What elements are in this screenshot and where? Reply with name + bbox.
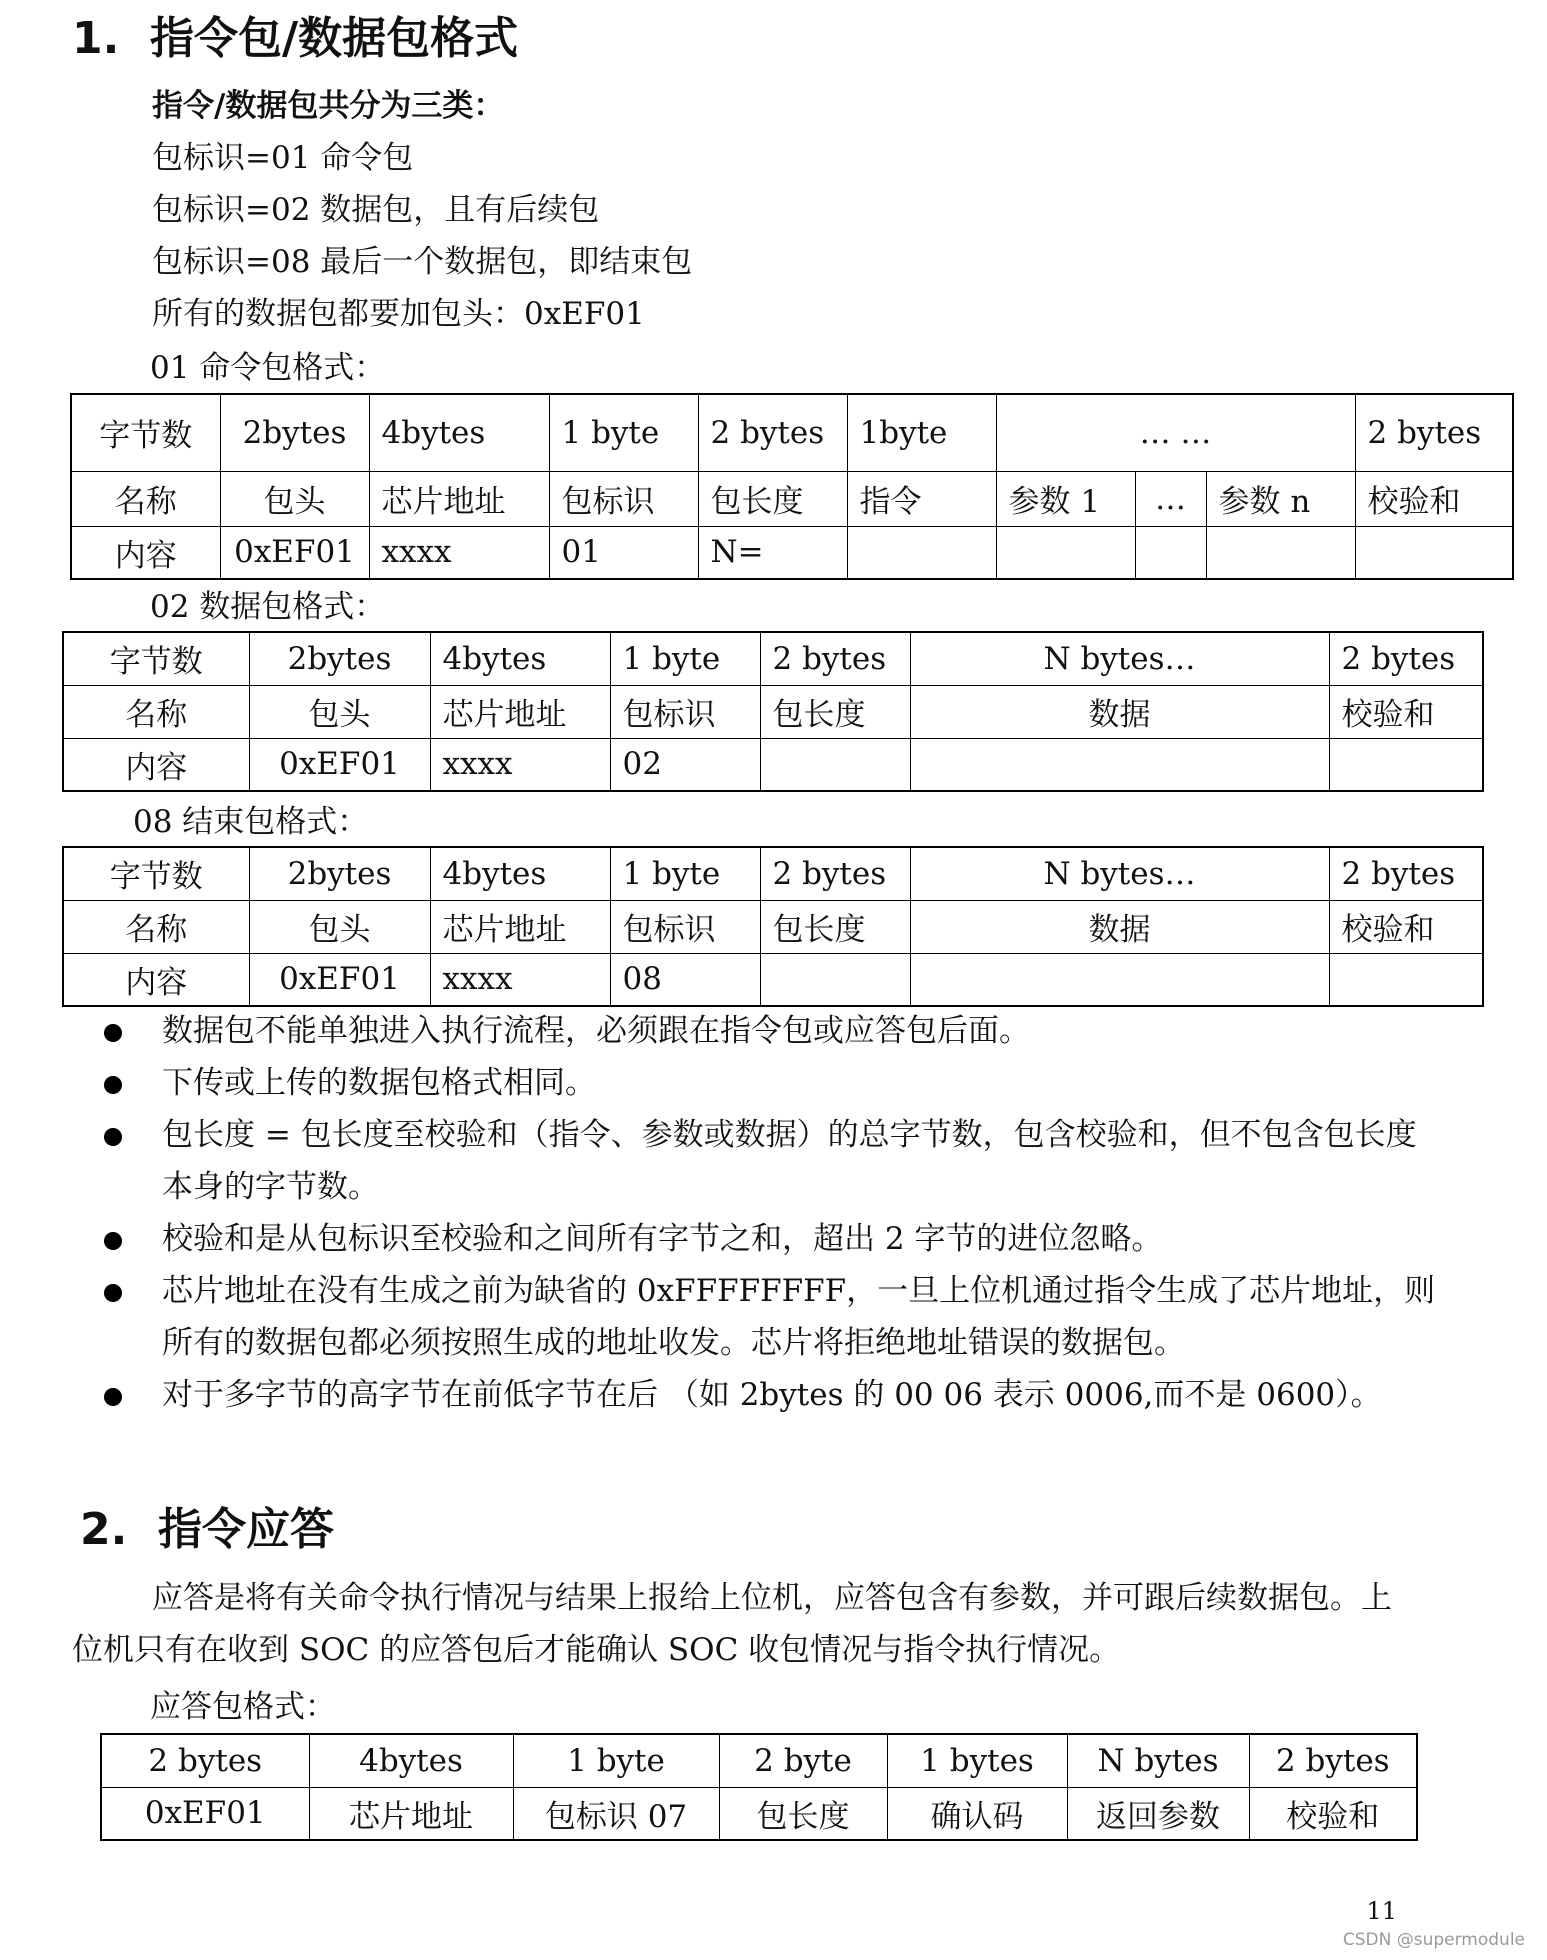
table-cell: 2 bytes <box>1329 632 1483 685</box>
notes-bullet-list <box>96 1005 1436 1421</box>
table-cell: N= <box>698 526 847 579</box>
resp-table-caption: 应答包格式： <box>150 1689 336 1725</box>
list-item <box>96 1005 1436 1057</box>
table-cell: 校验和 <box>1329 900 1483 953</box>
table-row <box>63 953 1483 1006</box>
table-row <box>63 900 1483 953</box>
data-table-caption: 02 数据包格式： <box>150 589 386 625</box>
table-cell: 包长度 <box>760 685 910 738</box>
intro-line: 包标识=08 最后一个数据包，即结束包 <box>152 244 693 280</box>
table-cell: 校验和 <box>1329 685 1483 738</box>
table-cell: 2 bytes <box>698 394 847 471</box>
table-cell: 包头 <box>249 685 430 738</box>
table-cell <box>1206 526 1355 579</box>
bullet-icon <box>104 1284 122 1302</box>
table-cell: 校验和 <box>1249 1787 1417 1840</box>
table-cell: xxxx <box>430 953 610 1006</box>
table-cell: 0xEF01 <box>220 526 369 579</box>
list-item-text: 下传或上传的数据包格式相同。 <box>162 1065 596 1101</box>
table-cell: … … <box>996 394 1355 471</box>
list-item-text: 校验和是从包标识至校验和之间所有字节之和，超出 2 字节的进位忽略。 <box>162 1221 1163 1257</box>
table-cell: 4bytes <box>309 1734 513 1787</box>
section-2-heading <box>80 1493 334 1557</box>
table-cell: 芯片地址 <box>369 471 549 526</box>
table-cell <box>760 738 910 791</box>
table-cell: 包长度 <box>760 900 910 953</box>
row-label: 名称 <box>71 471 220 526</box>
table-cell: 2 byte <box>719 1734 887 1787</box>
table-cell: 4bytes <box>369 394 549 471</box>
section-1-title: 指令包/数据包格式 <box>150 13 519 64</box>
table-cell: 参数 1 <box>996 471 1135 526</box>
table-row <box>101 1787 1417 1840</box>
table-cell: xxxx <box>369 526 549 579</box>
table-cell <box>1135 526 1206 579</box>
table-cell: 确认码 <box>887 1787 1067 1840</box>
table-cell: … <box>1135 471 1206 526</box>
list-item <box>96 1213 1436 1265</box>
table-row <box>71 471 1513 526</box>
watermark: CSDN @supermodule <box>1342 1930 1525 1950</box>
table-cell: 1 byte <box>513 1734 719 1787</box>
table-cell: 4bytes <box>430 632 610 685</box>
table-cell: 2 bytes <box>1249 1734 1417 1787</box>
row-label: 字节数 <box>63 632 249 685</box>
table-cell: 包头 <box>220 471 369 526</box>
table-cell: 包长度 <box>719 1787 887 1840</box>
table-cell: 参数 n <box>1206 471 1355 526</box>
table-cell: 1 byte <box>610 632 760 685</box>
intro-line: 所有的数据包都要加包头：0xEF01 <box>152 296 645 332</box>
list-item-text: 芯片地址在没有生成之前为缺省的 0xFFFFFFFF，一旦上位机通过指令生成了芯片地址，则所有的数据包都必须按照生成的地址收发。芯片将拒绝地址错误的数据包。 <box>162 1273 1436 1361</box>
table-cell: 包标识 <box>549 471 698 526</box>
section-2-title: 指令应答 <box>158 1504 334 1555</box>
table-cell: 0xEF01 <box>249 953 430 1006</box>
table-cell: 校验和 <box>1355 471 1513 526</box>
paragraph-text: 应答是将有关命令执行情况与结果上报给上位机，应答包含有参数，并可跟后续数据包。上位机只有在收到 SOC 的应答包后才能确认 SOC 收包情况与指令执行情况。 <box>72 1580 1392 1668</box>
page-number: 11 <box>1366 1897 1397 1925</box>
bullet-icon <box>104 1128 122 1146</box>
table-row <box>101 1734 1417 1787</box>
table-cell: 指令 <box>847 471 996 526</box>
table-row <box>71 526 1513 579</box>
table-cell: 0xEF01 <box>101 1787 309 1840</box>
table-cell: 包标识 <box>610 685 760 738</box>
end-packet-table <box>62 846 1484 1007</box>
row-label: 名称 <box>63 900 249 953</box>
table-cell: 08 <box>610 953 760 1006</box>
list-item <box>96 1109 1436 1213</box>
list-item <box>96 1057 1436 1109</box>
table-cell: 1byte <box>847 394 996 471</box>
table-cell: xxxx <box>430 738 610 791</box>
table-cell: 芯片地址 <box>430 685 610 738</box>
table-cell: 1 byte <box>610 847 760 900</box>
table-cell: N bytes… <box>910 847 1329 900</box>
row-label: 内容 <box>71 526 220 579</box>
table-cell: N bytes <box>1067 1734 1249 1787</box>
section-2-number: 2. <box>80 1504 128 1555</box>
row-label: 内容 <box>63 953 249 1006</box>
list-item <box>96 1369 1436 1421</box>
table-cell <box>760 953 910 1006</box>
list-item-text: 包长度 = 包长度至校验和（指令、参数或数据）的总字节数，包含校验和，但不包含包长度本身的字节数。 <box>162 1117 1417 1205</box>
table-cell: 包标识 <box>610 900 760 953</box>
table-cell: 2 bytes <box>1329 847 1483 900</box>
table-cell: 2bytes <box>249 847 430 900</box>
bullet-icon <box>104 1232 122 1250</box>
response-paragraph <box>72 1572 1412 1676</box>
table-cell: 1 bytes <box>887 1734 1067 1787</box>
table-cell: 2 bytes <box>760 632 910 685</box>
table-cell <box>910 953 1329 1006</box>
section-1-number: 1. <box>72 13 120 64</box>
table-cell: 返回参数 <box>1067 1787 1249 1840</box>
table-cell: 数据 <box>910 685 1329 738</box>
response-packet-table <box>100 1733 1418 1841</box>
table-cell: 2 bytes <box>1355 394 1513 471</box>
list-item <box>96 1265 1436 1369</box>
cmd-table-caption: 01 命令包格式： <box>150 350 386 386</box>
table-cell: 芯片地址 <box>309 1787 513 1840</box>
data-packet-table <box>62 631 1484 792</box>
table-row <box>63 685 1483 738</box>
table-cell: 包头 <box>249 900 430 953</box>
table-cell: 包长度 <box>698 471 847 526</box>
table-cell: 2bytes <box>220 394 369 471</box>
row-label: 名称 <box>63 685 249 738</box>
section-1-heading <box>72 2 518 66</box>
intro-line: 指令/数据包共分为三类： <box>152 88 505 124</box>
list-item-text: 对于多字节的高字节在前低字节在后 （如 2bytes 的 00 06 表示 0006,而不是 0600）。 <box>162 1377 1382 1413</box>
table-cell <box>1355 526 1513 579</box>
table-cell: 01 <box>549 526 698 579</box>
table-row <box>71 394 1513 471</box>
table-row <box>63 738 1483 791</box>
list-item-text: 数据包不能单独进入执行流程，必须跟在指令包或应答包后面。 <box>162 1013 1030 1049</box>
table-cell <box>1329 738 1483 791</box>
intro-line: 包标识=02 数据包，且有后续包 <box>152 192 600 228</box>
table-cell: 数据 <box>910 900 1329 953</box>
table-cell: 包标识 07 <box>513 1787 719 1840</box>
table-row <box>63 632 1483 685</box>
table-cell: 2bytes <box>249 632 430 685</box>
intro-block <box>152 80 692 340</box>
row-label: 字节数 <box>63 847 249 900</box>
bullet-icon <box>104 1024 122 1042</box>
bullet-icon <box>104 1388 122 1406</box>
table-cell: 2 bytes <box>760 847 910 900</box>
table-cell: 芯片地址 <box>430 900 610 953</box>
table-cell <box>1329 953 1483 1006</box>
table-cell: N bytes… <box>910 632 1329 685</box>
table-cell: 2 bytes <box>101 1734 309 1787</box>
bullet-icon <box>104 1076 122 1094</box>
cmd-packet-table <box>70 393 1514 580</box>
table-row <box>63 847 1483 900</box>
table-cell: 4bytes <box>430 847 610 900</box>
table-cell: 1 byte <box>549 394 698 471</box>
end-table-caption: 08 结束包格式： <box>133 804 369 840</box>
table-cell: 0xEF01 <box>249 738 430 791</box>
intro-line: 包标识=01 命令包 <box>152 140 414 176</box>
table-cell <box>910 738 1329 791</box>
table-cell <box>996 526 1135 579</box>
table-cell <box>847 526 996 579</box>
row-label: 内容 <box>63 738 249 791</box>
row-label: 字节数 <box>71 394 220 471</box>
table-cell: 02 <box>610 738 760 791</box>
